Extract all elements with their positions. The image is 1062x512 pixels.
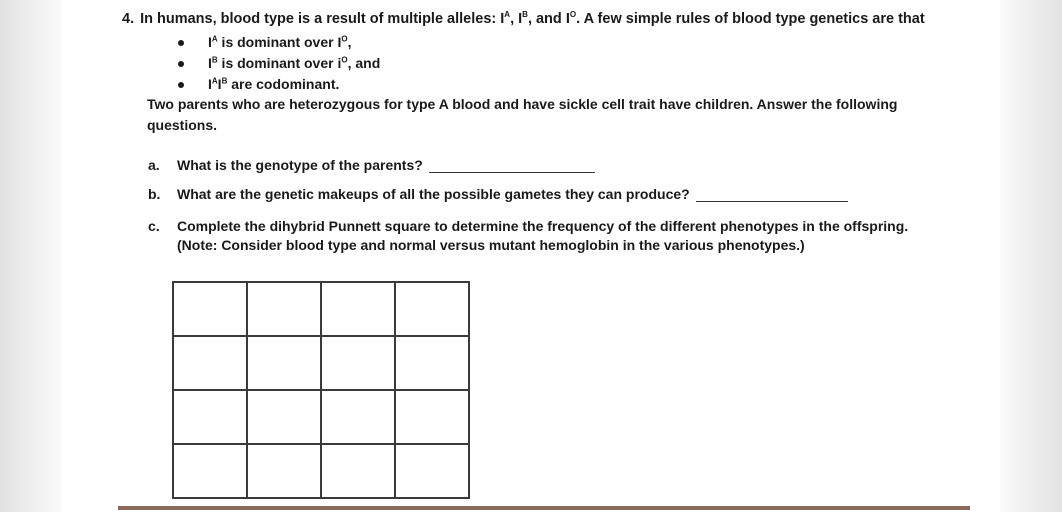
note-text: (Note: Consider blood type and normal versus mutant hemoglobin in the various phenotypes.) [177, 237, 805, 253]
rule-item: $I^A$ is dominant over $I^O$, [178, 32, 380, 53]
rule-item: $I^AI^B$ are codominant. [178, 74, 380, 95]
subquestion-letter: c. [148, 218, 160, 234]
punnett-cell[interactable] [395, 282, 469, 336]
rule-item: $I^B$ is dominant over $i^O$, and [178, 53, 380, 74]
punnett-cell[interactable] [321, 390, 395, 444]
bullet-icon [178, 61, 184, 67]
page-divider [118, 506, 970, 510]
intro-paragraph: Two parents who are heterozygous for type A blood and have sickle cell trait have children. Answer the following questions. [147, 96, 898, 133]
punnett-square [172, 281, 470, 499]
rules-list [178, 32, 380, 95]
punnett-cell[interactable] [247, 390, 321, 444]
punnett-cell[interactable] [247, 282, 321, 336]
punnett-cell[interactable] [173, 336, 247, 390]
punnett-cell[interactable] [395, 390, 469, 444]
punnett-row [173, 444, 469, 498]
punnett-cell[interactable] [247, 444, 321, 498]
question-text-post: . A few simple rules of blood type genetics are that [576, 11, 925, 27]
punnett-row [173, 336, 469, 390]
question-number: 4. [122, 11, 135, 27]
subquestion-letter: a. [148, 157, 160, 173]
punnett-cell[interactable] [173, 390, 247, 444]
punnett-cell[interactable] [395, 336, 469, 390]
punnett-cell[interactable] [395, 444, 469, 498]
subquestion-text: What is the genotype of the parents? [177, 157, 423, 173]
punnett-cell[interactable] [321, 336, 395, 390]
punnett-cell[interactable] [173, 282, 247, 336]
subquestion-text: Complete the dihybrid Punnett square to determine the frequency of the different phenotypes in the offspring. [177, 218, 909, 234]
question-text-pre: In humans, blood type is a result of multiple alleles: [140, 11, 501, 27]
punnett-cell[interactable] [321, 282, 395, 336]
viewer-frame-right [1000, 0, 1062, 512]
question-heading: 4. In humans, blood type is a result of multiple alleles: $I^A$, $I^B$, and $I^O$. A few simple rules of blood type genetics are that [122, 10, 925, 27]
bullet-icon [178, 82, 184, 88]
punnett-row [173, 390, 469, 444]
bullet-icon [178, 40, 184, 46]
subquestion-text: What are the genetic makeups of all the possible gametes they can produce? [177, 186, 690, 202]
subquestion-letter: b. [148, 186, 161, 202]
punnett-cell[interactable] [321, 444, 395, 498]
punnett-row [173, 282, 469, 336]
punnett-cell[interactable] [247, 336, 321, 390]
answer-blank-b[interactable] [696, 187, 848, 202]
punnett-cell[interactable] [173, 444, 247, 498]
viewer-frame-left [0, 0, 62, 512]
answer-blank-a[interactable] [429, 158, 595, 173]
